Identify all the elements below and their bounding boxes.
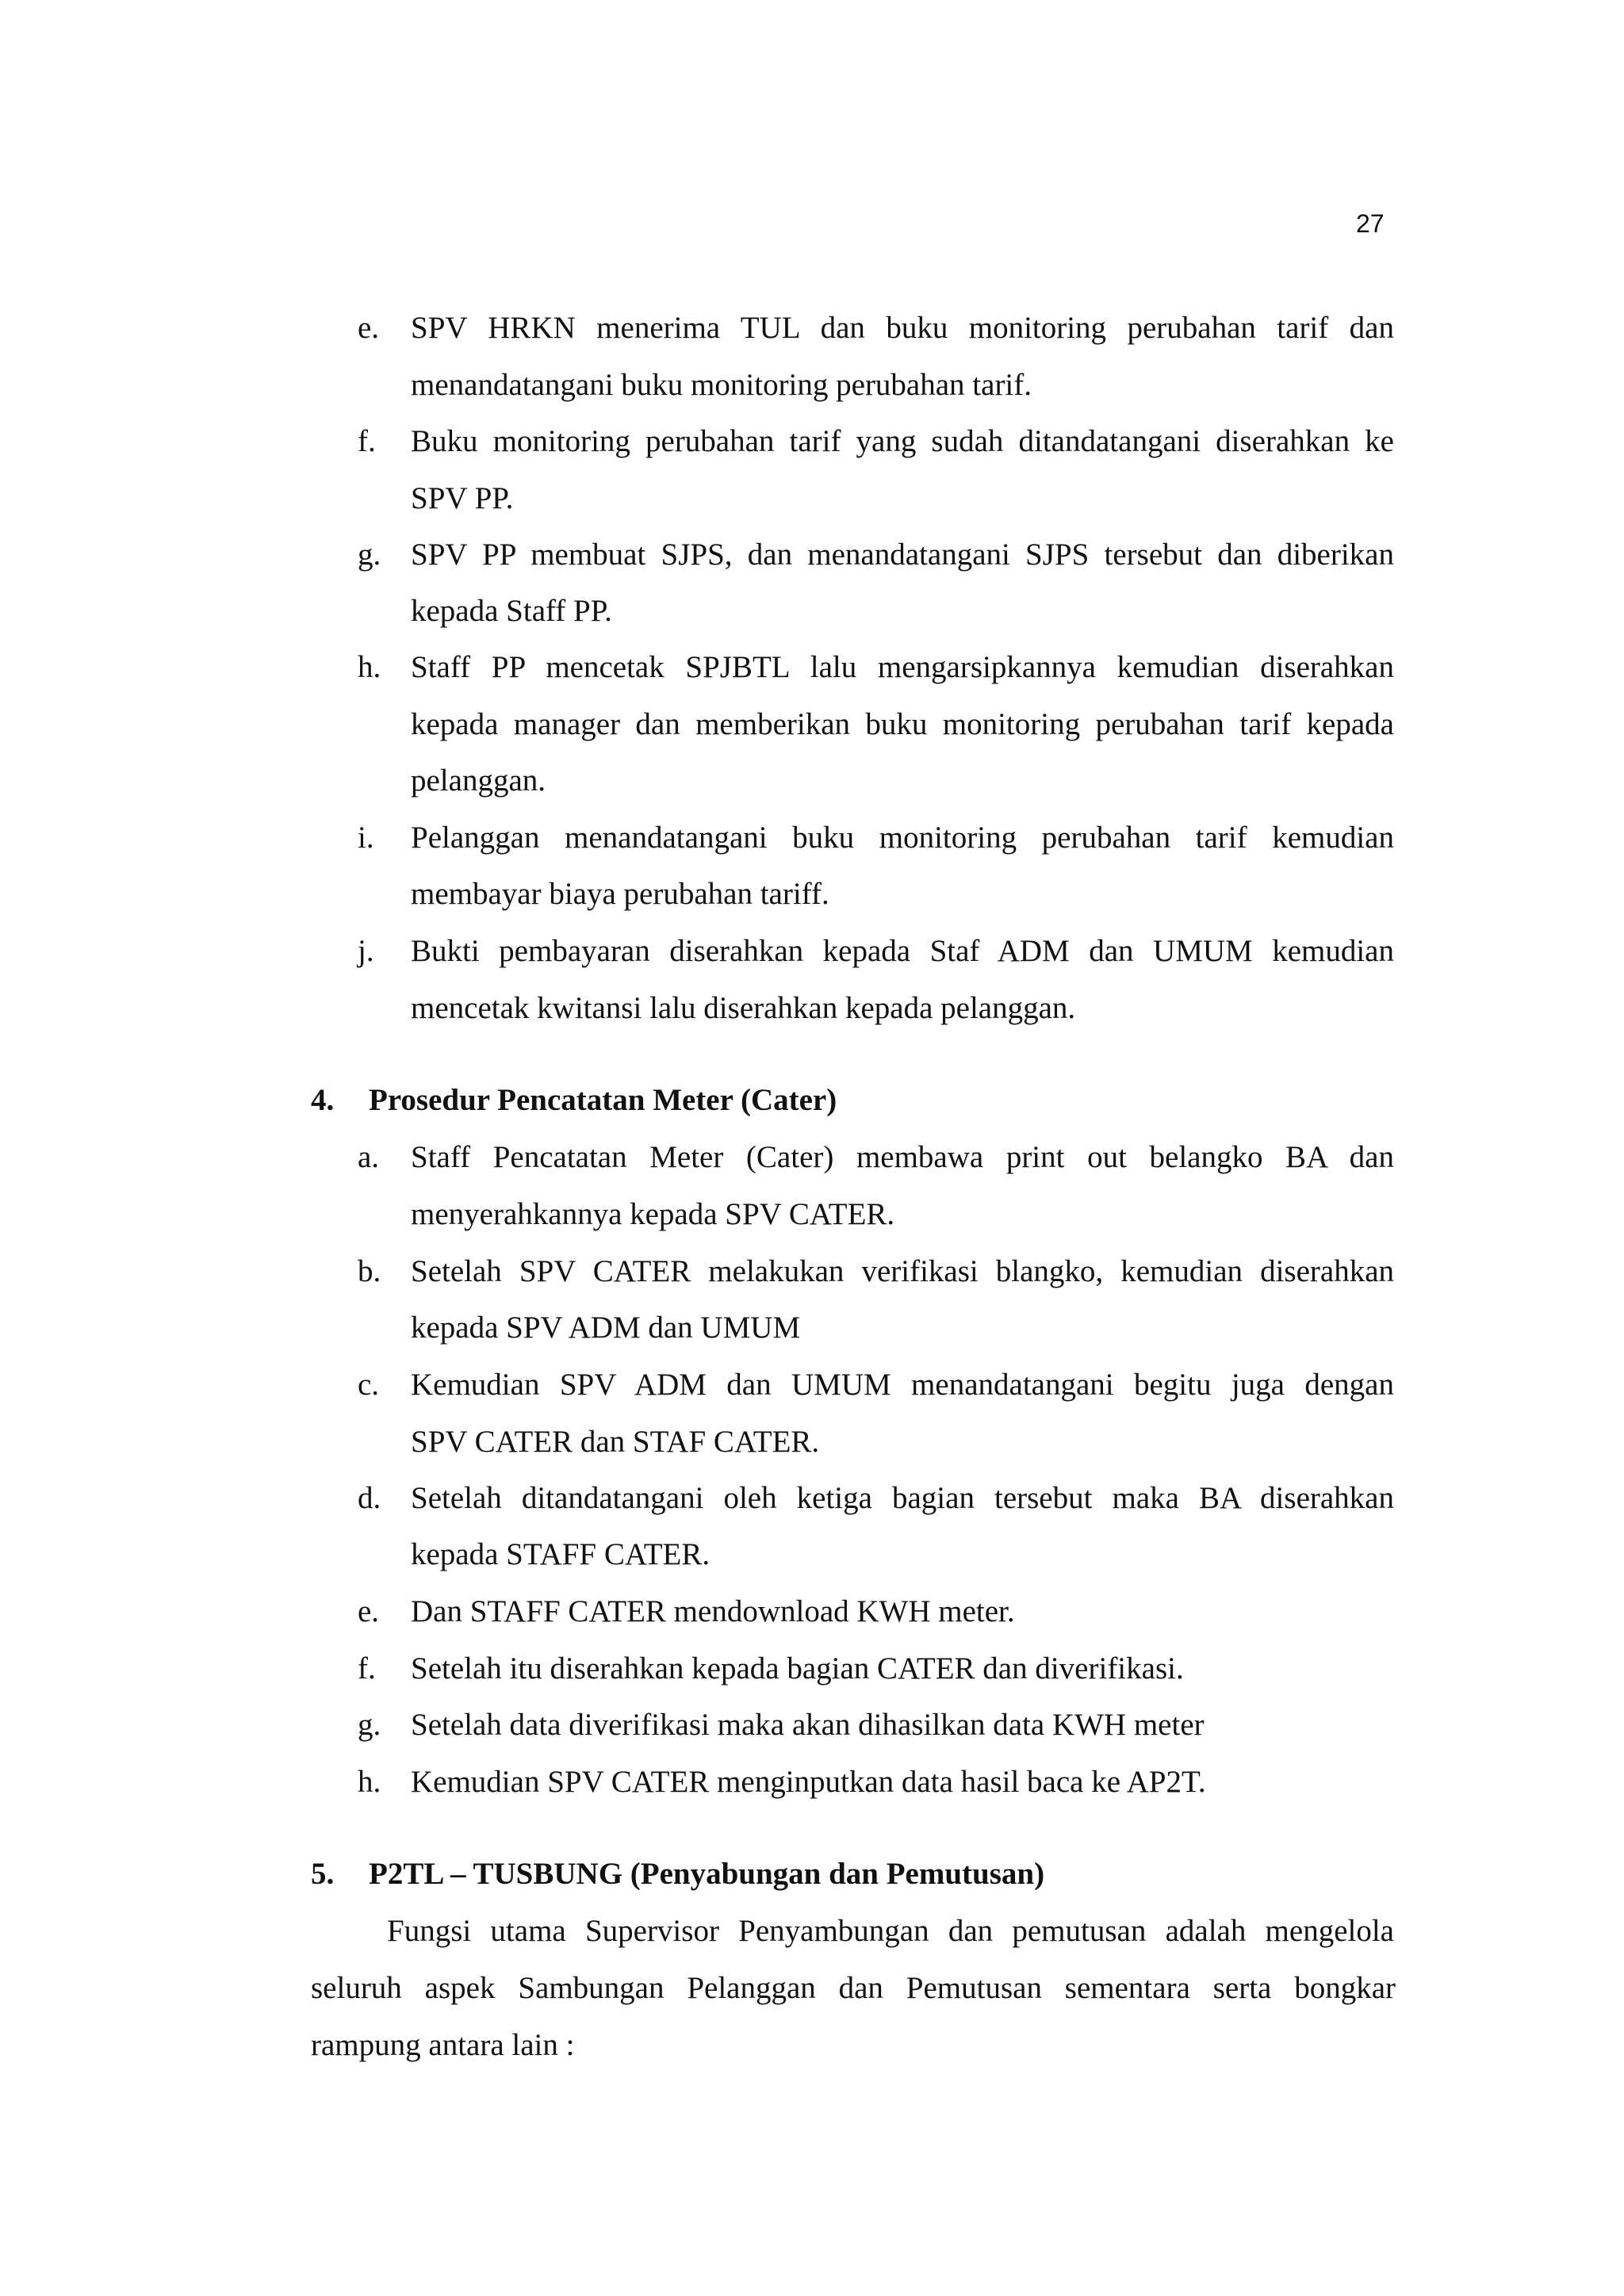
list-letter: e.	[358, 1594, 380, 1628]
list-text-line: kepada manager dan memberikan buku monitoring perubahan tarif kepada	[411, 707, 1394, 741]
list-letter: f.	[358, 1651, 376, 1686]
list-text-line: Staff Pencatatan Meter (Cater) membawa print out belangko BA dan	[411, 1140, 1394, 1174]
list-text-line: Dan STAFF CATER mendownload KWH meter.	[411, 1594, 1015, 1628]
list-text-line: menandatangani buku monitoring perubahan tarif.	[411, 368, 1032, 402]
list-text-line: Pelanggan menandatangani buku monitoring perubahan tarif kemudian	[411, 821, 1394, 855]
paragraph-line: rampung antara lain :	[311, 2028, 575, 2062]
list-text-line: SPV CATER dan STAF CATER.	[411, 1425, 820, 1459]
section-heading: Prosedur Pencatatan Meter (Cater)	[369, 1083, 837, 1117]
list-text-line: kepada Staff PP.	[411, 594, 612, 628]
section-heading: P2TL – TUSBUNG (Penyabungan dan Pemutusan)	[369, 1857, 1045, 1891]
list-letter: c.	[358, 1368, 380, 1402]
list-text-line: Setelah data diverifikasi maka akan dihasilkan data KWH meter	[411, 1708, 1205, 1742]
list-text-line: Buku monitoring perubahan tarif yang sudah ditandatangani diserahkan ke	[411, 424, 1394, 458]
list-letter: f.	[358, 424, 376, 458]
list-letter: j.	[358, 934, 374, 968]
list-letter: h.	[358, 650, 381, 684]
paragraph-line: seluruh aspek Sambungan Pelanggan dan Pemutusan sementara serta bongkar	[311, 1971, 1396, 2005]
list-text-line: SPV PP.	[411, 481, 514, 515]
page-number: 27	[1356, 209, 1385, 238]
list-letter: e.	[358, 311, 380, 345]
list-text-line: kepada STAFF CATER.	[411, 1537, 710, 1571]
list-letter: a.	[358, 1140, 380, 1174]
list-text-line: SPV HRKN menerima TUL dan buku monitoring perubahan tarif dan	[411, 311, 1394, 345]
list-letter: h.	[358, 1765, 381, 1799]
list-text-line: Kemudian SPV ADM dan UMUM menandatangani begitu juga dengan	[411, 1368, 1394, 1402]
list-letter: g.	[358, 538, 381, 572]
list-letter: g.	[358, 1708, 381, 1742]
list-letter: i.	[358, 821, 374, 855]
list-letter: b.	[358, 1254, 381, 1288]
list-text-line: Setelah SPV CATER melakukan verifikasi blangko, kemudian diserahkan	[411, 1254, 1394, 1288]
list-text-line: membayar biaya perubahan tariff.	[411, 877, 829, 911]
list-text-line: Kemudian SPV CATER menginputkan data hasil baca ke AP2T.	[411, 1765, 1206, 1799]
list-text-line: Setelah itu diserahkan kepada bagian CATER dan diverifikasi.	[411, 1651, 1184, 1686]
list-text-line: pelanggan.	[411, 763, 546, 798]
list-text-line: Setelah ditandatangani oleh ketiga bagian tersebut maka BA diserahkan	[411, 1481, 1394, 1515]
list-letter: d.	[358, 1481, 381, 1515]
list-text-line: menyerahkannya kepada SPV CATER.	[411, 1197, 895, 1231]
list-text-line: Bukti pembayaran diserahkan kepada Staf ADM dan UMUM kemudian	[411, 934, 1394, 968]
list-text-line: Staff PP mencetak SPJBTL lalu mengarsipkannya kemudian diserahkan	[411, 650, 1394, 684]
section-number: 5.	[311, 1857, 335, 1891]
list-text-line: mencetak kwitansi lalu diserahkan kepada pelanggan.	[411, 991, 1076, 1025]
section-number: 4.	[311, 1083, 335, 1117]
paragraph-line: Fungsi utama Supervisor Penyambungan dan pemutusan adalah mengelola	[387, 1914, 1394, 1948]
list-text-line: kepada SPV ADM dan UMUM	[411, 1311, 801, 1345]
list-text-line: SPV PP membuat SJPS, dan menandatangani SJPS tersebut dan diberikan	[411, 538, 1394, 572]
